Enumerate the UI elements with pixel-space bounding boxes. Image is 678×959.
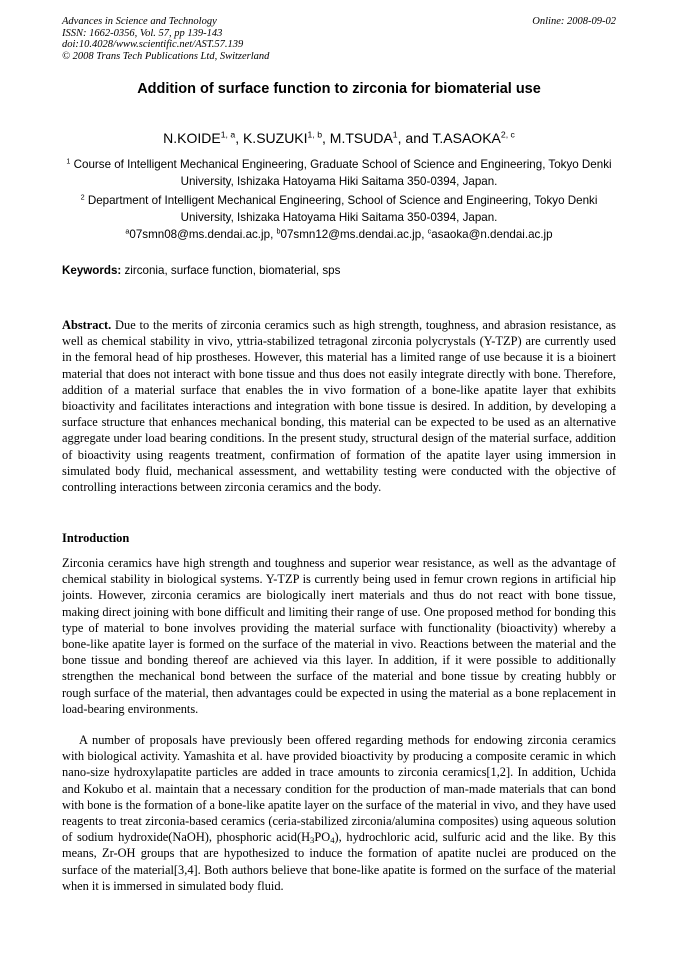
email[interactable]: $^a$07smn08@ms.dendai.ac.jp xyxy=(125,226,271,241)
section-heading-introduction: Introduction xyxy=(62,531,130,545)
abstract xyxy=(62,317,616,495)
author: K.SUZUKI$^{1, b}$, xyxy=(242,129,330,146)
issn-line: ISSN: 1662-0356, Vol. 57, pp 139-143 xyxy=(62,27,223,39)
affiliation-2: $^2$ Department of Intelligent Mechanical Engineering, School of Science and Engineering, Tokyo Denki University, Ishizaka Hatoyama Hiki Saitama 350-0394, Japan. xyxy=(80,192,598,224)
introduction-paragraph-1: Zirconia ceramics have high strength and toughness and superior wear resistance, as well as the advantage of chemical stability in biological systems. Y-TZP is currently being used in femur crown regions in artificial hip joints. However, zirconia ceramics are biologically inert materials and thus do not react with bone tissue, making direct joining with bone difficult and limiting their range of use. One proposed method for bonding this type of material to bone involves providing the material surface with functionality (bioactivity) whereby a bone-like apatite layer is formed on the surface of the material in vivo. Reactions between the material and the bone tissue and bonding thereof are achieved via this layer. In addition, if it were possible to additionally strengthen the mechanical bond between the surface of the material and bone tissue by creating hubbly or rough surface of the material, then advantages could be expected in using the material as a bone replacement in load-bearing environments. xyxy=(62,556,616,716)
email[interactable]: $^b$07smn12@ms.dendai.ac.jp xyxy=(276,226,422,241)
introduction-paragraph-2: A number of proposals have previously been offered regarding methods for endowing zirconia ceramics with biological activity. Yamashita et al. have provided bioactivity by producing a composite ceramic in which nano-size hydroxylapatite particles are added in trace amounts to zirconia ceramics[1,2]. In addition, Uchida and Kokubo et al. maintain that a necessary condition for the production of man-made materials that can bond with bone is the formation of a bone-like apatite layer on the surface of the material in vivo, and they have used reagents to treat zirconia-based ceramics (ceria-stabilized zirconia/alumina composites) using aqueous solution of sodium hydroxide(NaOH), phosphoric $acid(H_3PO_4)$, hydrochloric acid, sulfuric acid and the like. By this means, Zr-OH groups that are hypothesized to induce the formation of apatite nuclei are produced on the surface of the material[3,4]. Both authors believe that bone-like apatite is formed on the surface of the material when it is immersed in simulated body fluid. xyxy=(62,733,616,893)
copyright-line: © 2008 Trans Tech Publications Ltd, Switzerland xyxy=(62,50,270,62)
author: M.TSUDA$^1$, and xyxy=(329,129,433,146)
journal-name: Advances in Science and Technology xyxy=(62,16,217,27)
email[interactable]: $^c$asaoka@n.dendai.ac.jp xyxy=(427,226,553,241)
author: T.ASAOKA$^{2, c}$ xyxy=(432,129,515,146)
email-list: $^a$07smn08@ms.dendai.ac.jp, $^b$07smn12@ms.dendai.ac.jp, $^c$asaoka@n.dendai.ac.jp xyxy=(125,226,553,241)
journal-header xyxy=(62,16,616,62)
keywords-text: zirconia, surface function, biomaterial, sps xyxy=(121,264,341,277)
online-date: Online: 2008-09-02 xyxy=(532,16,616,27)
doi-line: doi:10.4028/www.scientific.net/AST.57.139 xyxy=(62,39,244,50)
paper-title: Addition of surface function to zirconia for biomaterial use xyxy=(137,81,541,97)
abstract-label: Abstract. xyxy=(62,318,112,332)
keywords-label: Keywords: xyxy=(62,264,122,277)
author-list xyxy=(62,130,616,146)
abstract-text: Due to the merits of zirconia ceramics such as high strength, toughness, and abrasion resistance, as well as chemical stability in vivo, yttria-stabilized tetragonal zirconia polycrystals (Y-TZP) are currently used in the femoral head of hip prostheses. However, this material has a limited range of use because it is a bioinert material that does not interact with bone tissue and thus does not easily integrate directly with bone. Therefore, addition of a material surface that enables the in vivo formation of a bone-like apatite layer that exhibits bioactivity and facilitates interactions and integration with bone tissue is desired. In addition, by developing a surface structure that enhances mechanical bonding, this material can be expected to be used as an alternative aggregate under load bearing conditions. In the present study, structural design of the material surface, addition of bioactivity using reagents treatment, confirmation of formation of the apatite layer using immersion in simulated body fluid, mechanical assessment, and wettability testing were conducted with the objective of controlling interactions between zirconia ceramics and the body. xyxy=(62,318,616,495)
author: N.KOIDE$^{1, a}$, xyxy=(163,129,243,146)
affiliation-1: $^1$ Course of Intelligent Mechanical Engineering, Graduate School of Science and Engineering, Tokyo Denki University, Ishizaka Hatoyama Hiki Saitama 350-0394, Japan. xyxy=(66,156,612,188)
keywords xyxy=(62,264,616,277)
